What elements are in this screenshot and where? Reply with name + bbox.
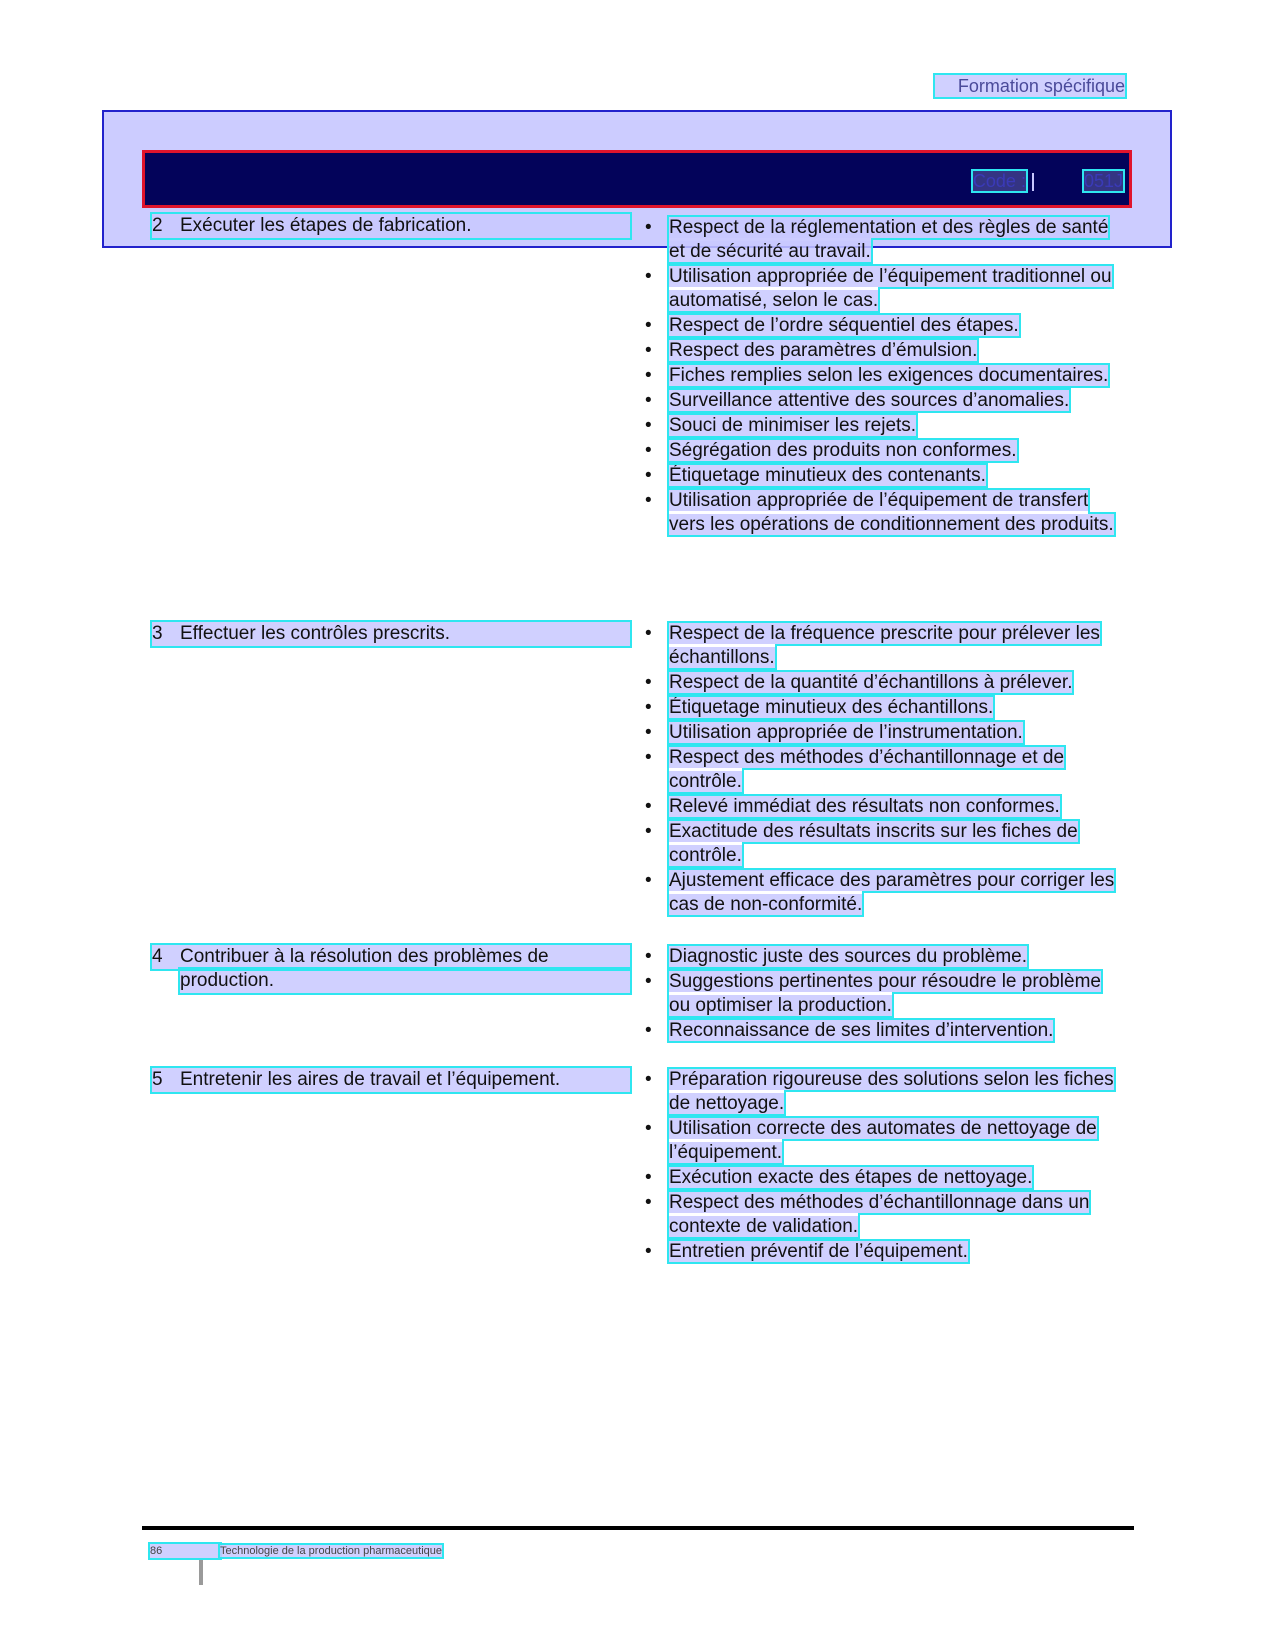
- criterion-item: • Exécution exacte des étapes de nettoyage.: [645, 1166, 1115, 1190]
- step-4-label: [152, 945, 630, 993]
- criterion-item: • Suggestions pertinentes pour résoudre le problème ou optimiser la production.: [645, 970, 1115, 1018]
- page-edge-mark: [199, 1560, 203, 1585]
- criterion-item: • Utilisation correcte des automates de nettoyage de l’équipement.: [645, 1117, 1115, 1165]
- step-text: Entretenir les aires de travail et l’équipement.: [180, 1069, 561, 1090]
- step-3-criteria: [645, 622, 1115, 918]
- criterion-item: • Respect des paramètres d’émulsion.: [645, 339, 1115, 363]
- criterion-item: • Respect de l’ordre séquentiel des étapes.: [645, 314, 1115, 338]
- code-value: 051J: [1083, 171, 1123, 191]
- page-footer: [150, 1544, 442, 1558]
- criterion-item: • Utilisation appropriée de l’équipement traditionnel ou automatisé, selon le cas.: [645, 265, 1115, 313]
- criterion-item: • Souci de minimiser les rejets.: [645, 414, 1115, 438]
- page-number: 86: [150, 1544, 220, 1558]
- criterion-item: • Préparation rigoureuse des solutions selon les fiches de nettoyage.: [645, 1068, 1115, 1116]
- step-4-criteria: [645, 945, 1115, 1044]
- criterion-item: • Étiquetage minutieux des contenants.: [645, 464, 1115, 488]
- code-display: [973, 171, 1123, 191]
- criterion-item: • Fiches remplies selon les exigences documentaires.: [645, 364, 1115, 388]
- criterion-item: • Respect des méthodes d’échantillonnage et de contrôle.: [645, 746, 1115, 794]
- page-header-title: Formation spécifique: [935, 75, 1125, 97]
- step-number: 2: [152, 215, 163, 236]
- step-text: Effectuer les contrôles prescrits.: [180, 623, 450, 644]
- criterion-item: • Respect de la fréquence prescrite pour prélever les échantillons.: [645, 622, 1115, 670]
- step-number: 5: [152, 1069, 163, 1090]
- step-5-label: [152, 1068, 630, 1092]
- criterion-item: • Respect de la réglementation et des règles de santé et de sécurité au travail.: [645, 216, 1115, 264]
- code-label: Code :: [972, 171, 1026, 191]
- step-number: 4: [152, 946, 163, 967]
- criterion-item: • Reconnaissance de ses limites d’intervention.: [645, 1019, 1115, 1043]
- criterion-item: • Ségrégation des produits non conformes.: [645, 439, 1115, 463]
- criterion-item: • Utilisation appropriée de l’équipement de transfert vers les opérations de conditionnement des produits.: [645, 489, 1115, 537]
- criterion-item: • Respect des méthodes d’échantillonnage dans un contexte de validation.: [645, 1191, 1115, 1239]
- code-separator: [1032, 173, 1034, 191]
- criterion-item: • Respect de la quantité d’échantillons à prélever.: [645, 671, 1115, 695]
- criterion-item: • Ajustement efficace des paramètres pour corriger les cas de non-conformité.: [645, 869, 1115, 917]
- criterion-item: • Diagnostic juste des sources du problème.: [645, 945, 1115, 969]
- step-text: Contribuer à la résolution des problèmes de: [180, 946, 549, 967]
- step-2-criteria: [645, 216, 1115, 538]
- step-3-label: [152, 622, 630, 646]
- step-number: 3: [152, 623, 163, 644]
- criterion-item: • Entretien préventif de l’équipement.: [645, 1240, 1115, 1264]
- criterion-item: • Relevé immédiat des résultats non conformes.: [645, 795, 1115, 819]
- step-5-criteria: [645, 1068, 1115, 1265]
- footer-doc-title: Technologie de la production pharmaceutique: [220, 1545, 442, 1557]
- step-text-continued: production.: [180, 969, 630, 993]
- step-text: Exécuter les étapes de fabrication.: [180, 215, 472, 236]
- footer-rule: [142, 1526, 1134, 1530]
- step-2-label: [152, 214, 630, 238]
- criterion-item: • Surveillance attentive des sources d’anomalies.: [645, 389, 1115, 413]
- criterion-item: • Étiquetage minutieux des échantillons.: [645, 696, 1115, 720]
- criterion-item: • Exactitude des résultats inscrits sur les fiches de contrôle.: [645, 820, 1115, 868]
- criterion-item: • Utilisation appropriée de l’instrumentation.: [645, 721, 1115, 745]
- banner-bar: [142, 150, 1132, 208]
